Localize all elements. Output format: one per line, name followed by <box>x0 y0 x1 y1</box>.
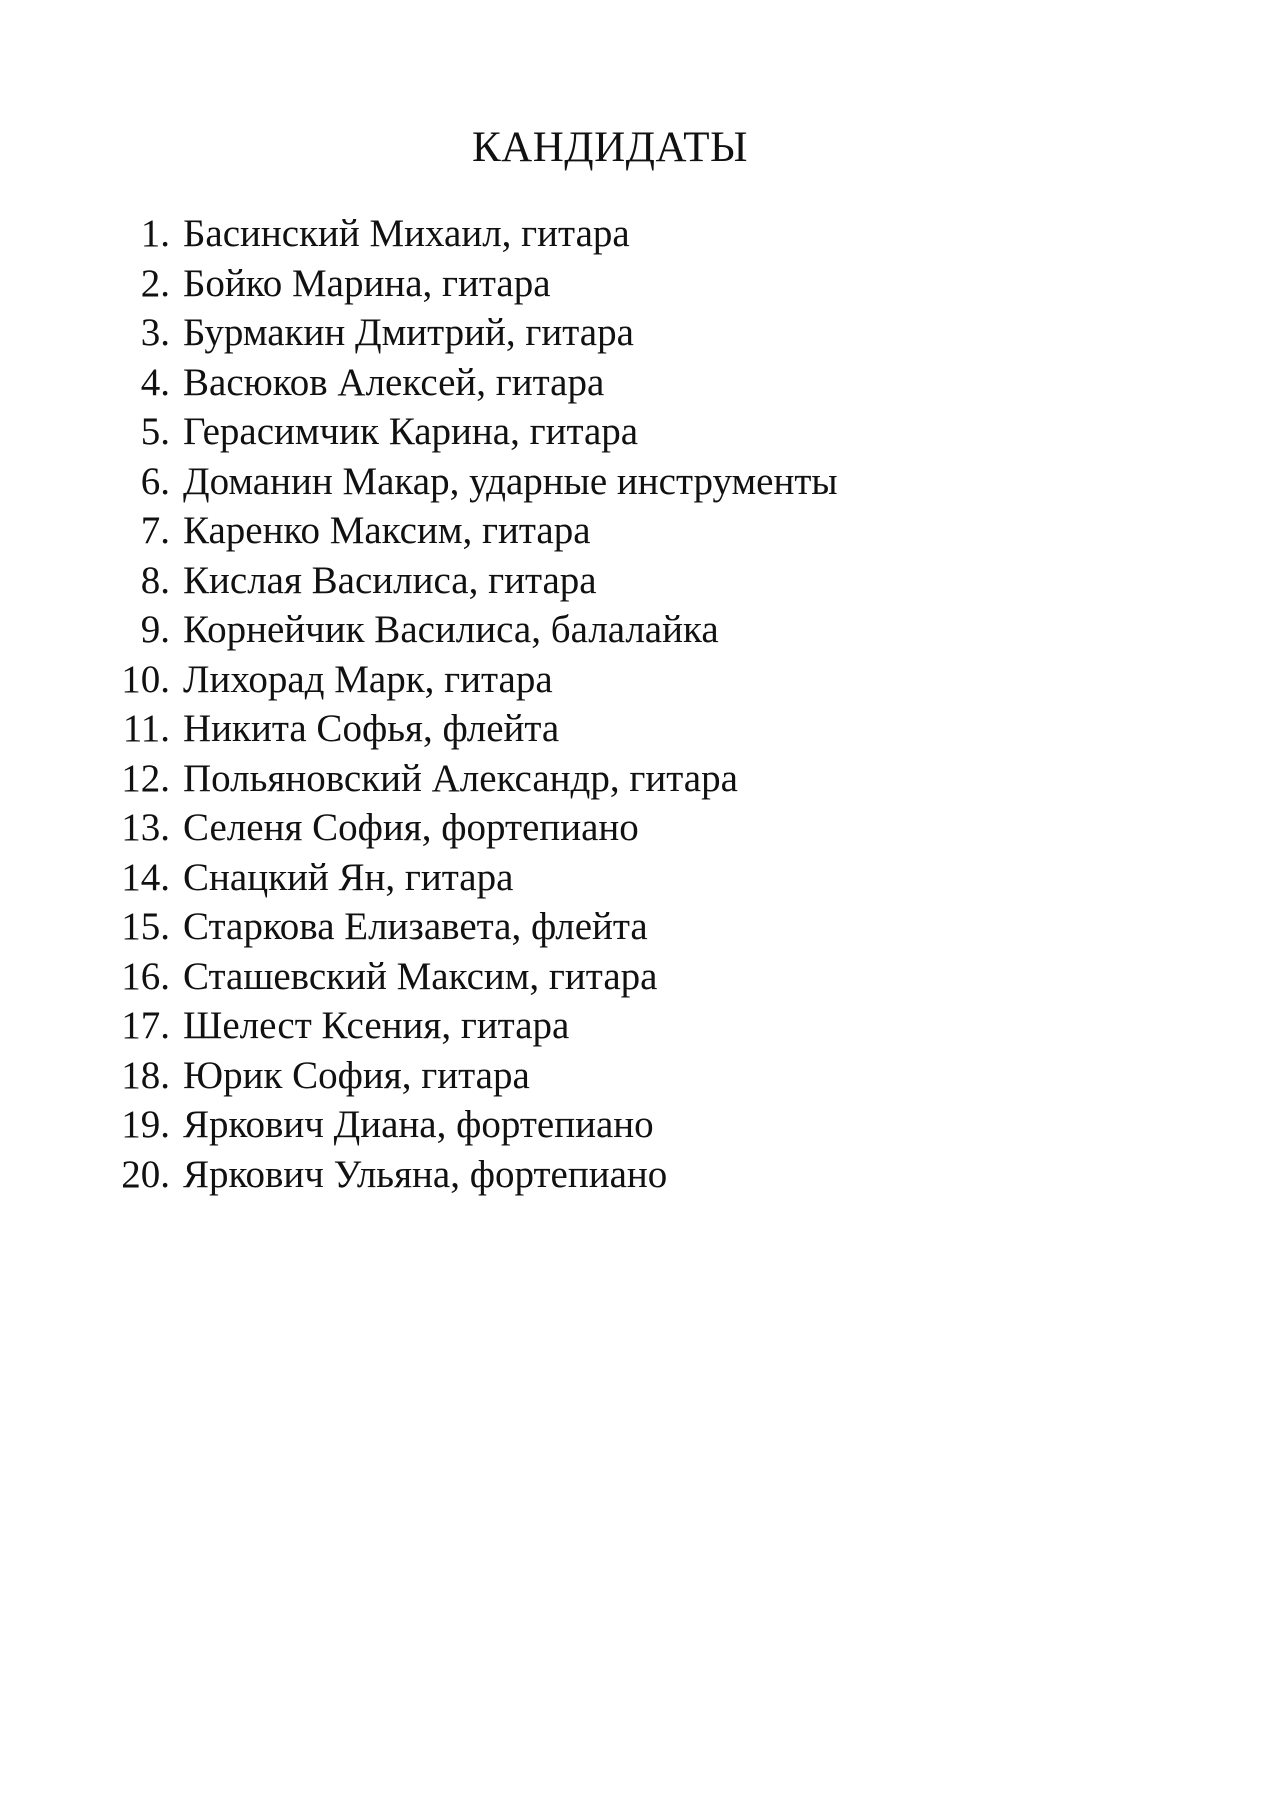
list-item <box>0 952 838 1002</box>
item-number: 12. <box>121 756 170 800</box>
candidate-list <box>0 209 838 1199</box>
list-item <box>0 754 838 804</box>
item-text: Кислая Василиса, гитара <box>183 558 597 602</box>
item-text: Яркович Диана, фортепиано <box>183 1103 654 1146</box>
item-text: Васюков Алексей, гитара <box>183 360 605 404</box>
item-number: 19. <box>121 1103 170 1146</box>
list-item <box>0 902 838 952</box>
item-number: 9. <box>140 608 170 651</box>
item-text: Лихорад Марк, гитара <box>183 657 553 701</box>
list-item <box>0 1150 838 1200</box>
item-number: 6. <box>140 459 170 503</box>
list-item <box>0 1100 838 1150</box>
item-text: Польяновский Александр, гитара <box>183 756 738 800</box>
item-number: 14. <box>121 855 170 899</box>
list-item <box>0 209 838 259</box>
item-number: 17. <box>121 1004 170 1047</box>
item-text: Доманин Макар, ударные инструменты <box>183 459 838 503</box>
item-number: 5. <box>140 410 170 453</box>
list-item <box>0 259 838 309</box>
item-number: 11. <box>122 707 170 750</box>
item-number: 3. <box>140 311 170 354</box>
item-text: Корнейчик Василиса, балалайка <box>183 608 719 651</box>
item-number: 7. <box>140 509 170 552</box>
page-title: КАНДИДАТЫ <box>471 124 749 171</box>
list-item <box>0 506 838 556</box>
item-number: 1. <box>140 212 170 255</box>
item-text: Старкова Елизавета, флейта <box>183 905 648 948</box>
item-number: 15. <box>121 905 170 948</box>
item-number: 16. <box>121 954 170 998</box>
item-text: Юрик София, гитара <box>183 1053 530 1097</box>
item-text: Сташевский Максим, гитара <box>183 954 658 998</box>
item-number: 8. <box>140 558 170 602</box>
item-number: 18. <box>121 1053 170 1097</box>
item-number: 20. <box>121 1152 170 1196</box>
item-text: Герасимчик Карина, гитара <box>183 410 639 453</box>
list-item <box>0 308 838 358</box>
item-text: Никита Софья, флейта <box>183 707 560 750</box>
list-item <box>0 1051 838 1101</box>
list-item <box>0 358 838 408</box>
list-item <box>0 457 838 507</box>
item-text: Бойко Марина, гитара <box>183 261 551 305</box>
item-number: 4. <box>140 360 170 404</box>
item-text: Яркович Ульяна, фортепиано <box>183 1152 668 1196</box>
item-text: Бурмакин Дмитрий, гитара <box>183 311 634 354</box>
item-number: 2. <box>140 261 170 305</box>
item-text: Каренко Максим, гитара <box>183 509 591 552</box>
list-item <box>0 407 838 457</box>
item-text: Шелест Ксения, гитара <box>183 1004 570 1047</box>
item-text: Снацкий Ян, гитара <box>183 855 514 899</box>
list-item <box>0 853 838 903</box>
list-item <box>0 605 838 655</box>
item-text: Селеня София, фортепиано <box>183 806 639 849</box>
list-item <box>0 556 838 606</box>
list-item <box>0 655 838 705</box>
item-number: 13. <box>121 806 170 849</box>
item-text: Басинский Михаил, гитара <box>183 212 630 255</box>
list-item <box>0 1001 838 1051</box>
list-item <box>0 704 838 754</box>
item-number: 10. <box>121 657 170 701</box>
list-item <box>0 803 838 853</box>
